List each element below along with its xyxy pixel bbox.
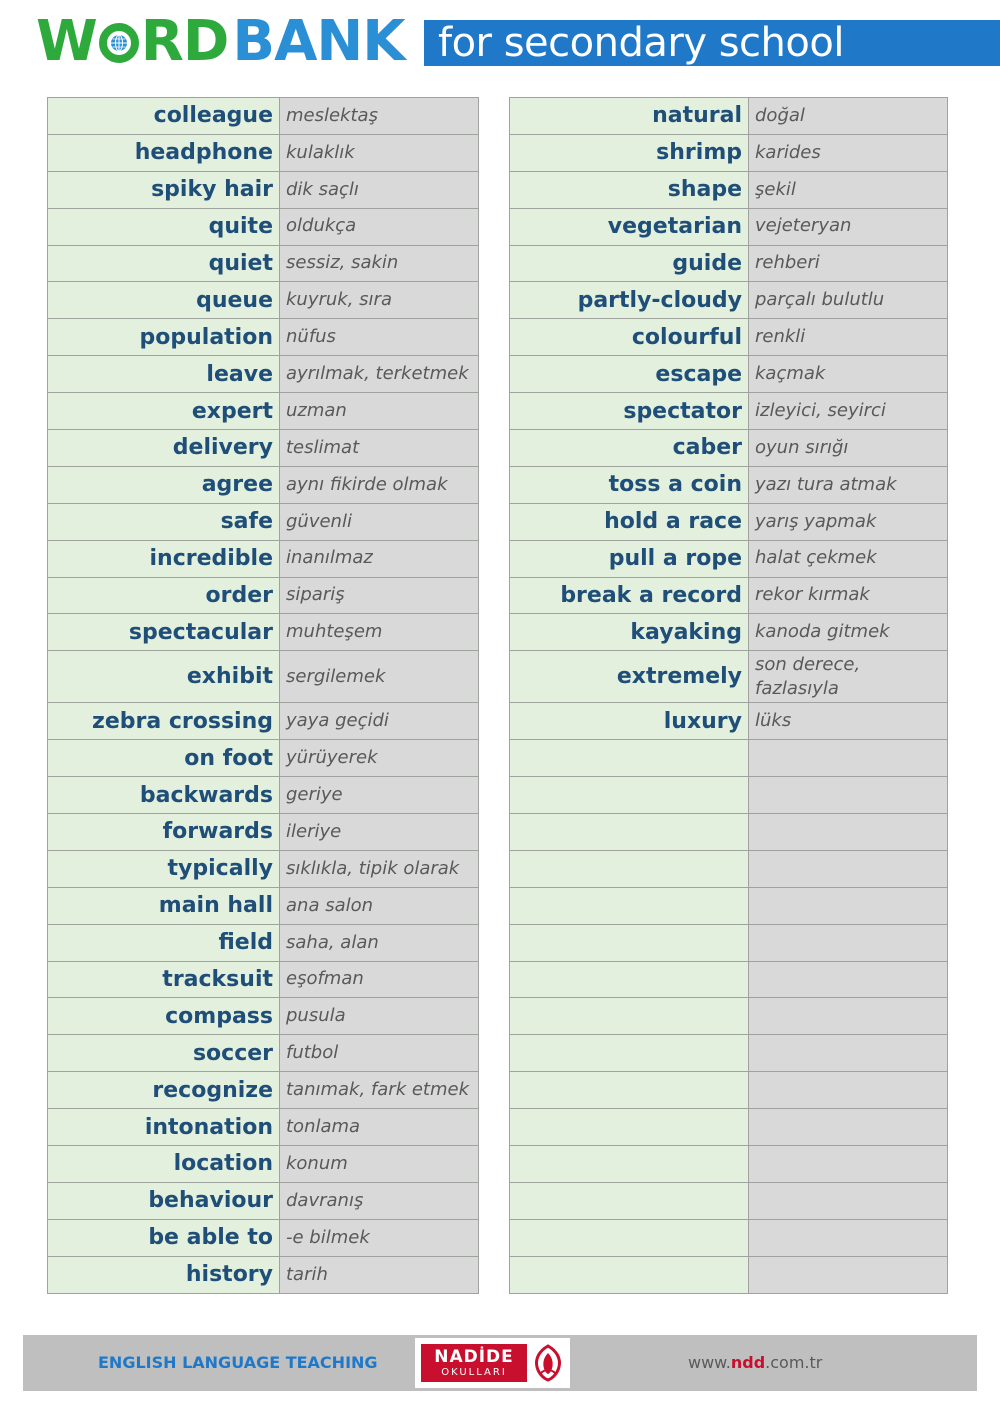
- english-word: [510, 1146, 749, 1183]
- turkish-translation: son derece, fazlasıyla: [749, 651, 948, 703]
- english-word: expert: [48, 393, 280, 430]
- word-row: [510, 208, 948, 245]
- turkish-translation: ileriye: [280, 814, 479, 851]
- turkish-translation: sıklıkla, tipik olarak: [280, 850, 479, 887]
- word-row: [48, 319, 479, 356]
- english-word: [510, 1072, 749, 1109]
- english-word: [510, 998, 749, 1035]
- turkish-translation: [749, 1182, 948, 1219]
- english-word: backwards: [48, 777, 280, 814]
- word-row: [48, 466, 479, 503]
- word-row: [48, 430, 479, 467]
- english-word: safe: [48, 503, 280, 540]
- english-word: population: [48, 319, 280, 356]
- turkish-translation: yarış yapmak: [749, 503, 948, 540]
- word-row: [48, 814, 479, 851]
- turkish-translation: pusula: [280, 998, 479, 1035]
- english-word: agree: [48, 466, 280, 503]
- word-row: [510, 430, 948, 467]
- turkish-translation: [749, 1072, 948, 1109]
- english-word: [510, 1109, 749, 1146]
- turkish-translation: kuyruk, sıra: [280, 282, 479, 319]
- word-row: [48, 503, 479, 540]
- url-suffix: .com.tr: [765, 1353, 823, 1372]
- word-row: [48, 740, 479, 777]
- turkish-translation: [749, 924, 948, 961]
- english-word: incredible: [48, 540, 280, 577]
- word-row: [48, 393, 479, 430]
- turkish-translation: aynı fikirde olmak: [280, 466, 479, 503]
- english-word: spectacular: [48, 614, 280, 651]
- header: [0, 0, 1000, 80]
- english-word: pull a rope: [510, 540, 749, 577]
- english-word: vegetarian: [510, 208, 749, 245]
- turkish-translation: güvenli: [280, 503, 479, 540]
- english-word: forwards: [48, 814, 280, 851]
- english-word: queue: [48, 282, 280, 319]
- word-row: [48, 1072, 479, 1109]
- english-word: escape: [510, 356, 749, 393]
- turkish-translation: karides: [749, 134, 948, 171]
- word-row: [48, 924, 479, 961]
- english-word: [510, 777, 749, 814]
- turkish-translation: [749, 777, 948, 814]
- nadide-logo-box: [421, 1344, 527, 1382]
- word-row: [48, 998, 479, 1035]
- footer-website[interactable]: [688, 1335, 822, 1391]
- turkish-translation: kaçmak: [749, 356, 948, 393]
- word-row: [510, 998, 948, 1035]
- word-row: [510, 282, 948, 319]
- turkish-translation: lüks: [749, 703, 948, 740]
- word-row: [510, 540, 948, 577]
- word-row: [48, 651, 479, 703]
- word-row: [510, 1109, 948, 1146]
- word-row: [48, 540, 479, 577]
- english-word: headphone: [48, 134, 280, 171]
- english-word: spiky hair: [48, 171, 280, 208]
- english-word: tracksuit: [48, 961, 280, 998]
- logo-letter-w: W: [36, 9, 97, 74]
- word-row: [48, 1035, 479, 1072]
- word-row: [48, 98, 479, 135]
- turkish-translation: [749, 961, 948, 998]
- english-word: [510, 1219, 749, 1256]
- turkish-translation: kanoda gitmek: [749, 614, 948, 651]
- word-row: [510, 356, 948, 393]
- english-word: kayaking: [510, 614, 749, 651]
- turkish-translation: ana salon: [280, 887, 479, 924]
- turkish-translation: oyun sırığı: [749, 430, 948, 467]
- turkish-translation: muhteşem: [280, 614, 479, 651]
- word-table-right: [509, 97, 948, 1294]
- english-word: colleague: [48, 98, 280, 135]
- word-row: [48, 1182, 479, 1219]
- turkish-translation: yürüyerek: [280, 740, 479, 777]
- turkish-translation: [749, 850, 948, 887]
- english-word: quite: [48, 208, 280, 245]
- english-word: delivery: [48, 430, 280, 467]
- turkish-translation: yazı tura atmak: [749, 466, 948, 503]
- turkish-translation: [749, 887, 948, 924]
- word-row: [48, 134, 479, 171]
- english-word: behaviour: [48, 1182, 280, 1219]
- english-word: compass: [48, 998, 280, 1035]
- word-row: [510, 1035, 948, 1072]
- logo-word-bank: BANK: [232, 9, 405, 74]
- url-prefix: www.: [688, 1353, 731, 1372]
- word-table-left: [47, 97, 479, 1294]
- word-row: [48, 1219, 479, 1256]
- english-word: hold a race: [510, 503, 749, 540]
- english-word: soccer: [48, 1035, 280, 1072]
- turkish-translation: uzman: [280, 393, 479, 430]
- turkish-translation: vejeteryan: [749, 208, 948, 245]
- turkish-translation: sessiz, sakin: [280, 245, 479, 282]
- word-row: [510, 393, 948, 430]
- turkish-translation: geriye: [280, 777, 479, 814]
- nadide-emblem-icon: [531, 1343, 565, 1383]
- word-row: [510, 777, 948, 814]
- turkish-translation: dik saçlı: [280, 171, 479, 208]
- word-row: [510, 961, 948, 998]
- word-row: [48, 961, 479, 998]
- turkish-translation: doğal: [749, 98, 948, 135]
- word-row: [48, 171, 479, 208]
- word-row: [48, 1256, 479, 1293]
- turkish-translation: nüfus: [280, 319, 479, 356]
- turkish-translation: şekil: [749, 171, 948, 208]
- english-word: typically: [48, 850, 280, 887]
- english-word: location: [48, 1146, 280, 1183]
- english-word: [510, 740, 749, 777]
- logo-letters-rd: RD: [140, 9, 229, 74]
- english-word: recognize: [48, 1072, 280, 1109]
- turkish-translation: davranış: [280, 1182, 479, 1219]
- english-word: natural: [510, 98, 749, 135]
- english-word: [510, 814, 749, 851]
- turkish-translation: [749, 1146, 948, 1183]
- turkish-translation: kulaklık: [280, 134, 479, 171]
- english-word: guide: [510, 245, 749, 282]
- word-row: [510, 924, 948, 961]
- word-row: [48, 850, 479, 887]
- word-row: [48, 614, 479, 651]
- nadide-logo-name: NADİDE: [434, 1347, 514, 1367]
- subtitle: for secondary school: [438, 20, 844, 66]
- word-row: [48, 1109, 479, 1146]
- english-word: leave: [48, 356, 280, 393]
- word-row: [510, 740, 948, 777]
- word-row: [510, 1256, 948, 1293]
- english-word: extremely: [510, 651, 749, 703]
- word-row: [48, 282, 479, 319]
- turkish-translation: teslimat: [280, 430, 479, 467]
- word-row: [48, 777, 479, 814]
- english-word: [510, 1256, 749, 1293]
- english-word: [510, 924, 749, 961]
- english-word: main hall: [48, 887, 280, 924]
- english-word: partly-cloudy: [510, 282, 749, 319]
- word-row: [510, 850, 948, 887]
- word-row: [48, 1146, 479, 1183]
- word-row: [510, 1146, 948, 1183]
- word-row: [48, 245, 479, 282]
- word-row: [510, 503, 948, 540]
- english-word: field: [48, 924, 280, 961]
- wordbank-logo: [36, 9, 405, 74]
- footer-department: ENGLISH LANGUAGE TEACHING: [98, 1353, 378, 1372]
- turkish-translation: [749, 814, 948, 851]
- english-word: on foot: [48, 740, 280, 777]
- word-row: [48, 208, 479, 245]
- turkish-translation: ayrılmak, terketmek: [280, 356, 479, 393]
- turkish-translation: sergilemek: [280, 651, 479, 703]
- turkish-translation: saha, alan: [280, 924, 479, 961]
- turkish-translation: sipariş: [280, 577, 479, 614]
- turkish-translation: [749, 740, 948, 777]
- turkish-translation: meslektaş: [280, 98, 479, 135]
- word-row: [510, 814, 948, 851]
- english-word: [510, 1182, 749, 1219]
- english-word: [510, 887, 749, 924]
- turkish-translation: halat çekmek: [749, 540, 948, 577]
- english-word: break a record: [510, 577, 749, 614]
- word-row: [48, 703, 479, 740]
- english-word: luxury: [510, 703, 749, 740]
- english-word: zebra crossing: [48, 703, 280, 740]
- english-word: be able to: [48, 1219, 280, 1256]
- english-word: history: [48, 1256, 280, 1293]
- english-word: [510, 1035, 749, 1072]
- word-row: [510, 1219, 948, 1256]
- turkish-translation: izleyici, seyirci: [749, 393, 948, 430]
- turkish-translation: inanılmaz: [280, 540, 479, 577]
- nadide-logo: [415, 1338, 570, 1388]
- nadide-logo-sub: OKULLARI: [441, 1367, 507, 1378]
- turkish-translation: eşofman: [280, 961, 479, 998]
- english-word: intonation: [48, 1109, 280, 1146]
- turkish-translation: renkli: [749, 319, 948, 356]
- word-row: [510, 577, 948, 614]
- turkish-translation: konum: [280, 1146, 479, 1183]
- word-row: [48, 356, 479, 393]
- turkish-translation: [749, 998, 948, 1035]
- word-row: [510, 245, 948, 282]
- turkish-translation: [749, 1219, 948, 1256]
- word-row: [48, 887, 479, 924]
- word-row: [510, 466, 948, 503]
- turkish-translation: rekor kırmak: [749, 577, 948, 614]
- english-word: shrimp: [510, 134, 749, 171]
- word-row: [510, 319, 948, 356]
- turkish-translation: oldukça: [280, 208, 479, 245]
- turkish-translation: -e bilmek: [280, 1219, 479, 1256]
- turkish-translation: [749, 1109, 948, 1146]
- english-word: quiet: [48, 245, 280, 282]
- turkish-translation: tonlama: [280, 1109, 479, 1146]
- english-word: colourful: [510, 319, 749, 356]
- url-highlight: ndd: [730, 1353, 766, 1372]
- footer: [23, 1335, 977, 1391]
- english-word: caber: [510, 430, 749, 467]
- turkish-translation: tarih: [280, 1256, 479, 1293]
- word-row: [510, 651, 948, 703]
- word-row: [510, 1182, 948, 1219]
- english-word: [510, 961, 749, 998]
- word-row: [510, 614, 948, 651]
- turkish-translation: yaya geçidi: [280, 703, 479, 740]
- word-row: [48, 577, 479, 614]
- word-row: [510, 1072, 948, 1109]
- english-word: spectator: [510, 393, 749, 430]
- turkish-translation: [749, 1035, 948, 1072]
- english-word: exhibit: [48, 651, 280, 703]
- word-row: [510, 98, 948, 135]
- english-word: shape: [510, 171, 749, 208]
- word-row: [510, 887, 948, 924]
- turkish-translation: rehberi: [749, 245, 948, 282]
- turkish-translation: [749, 1256, 948, 1293]
- word-row: [510, 171, 948, 208]
- subtitle-bar: [424, 20, 1000, 66]
- english-word: order: [48, 577, 280, 614]
- turkish-translation: futbol: [280, 1035, 479, 1072]
- english-word: [510, 850, 749, 887]
- turkish-translation: parçalı bulutlu: [749, 282, 948, 319]
- globe-icon: [99, 23, 139, 63]
- word-row: [510, 703, 948, 740]
- turkish-translation: tanımak, fark etmek: [280, 1072, 479, 1109]
- english-word: toss a coin: [510, 466, 749, 503]
- word-row: [510, 134, 948, 171]
